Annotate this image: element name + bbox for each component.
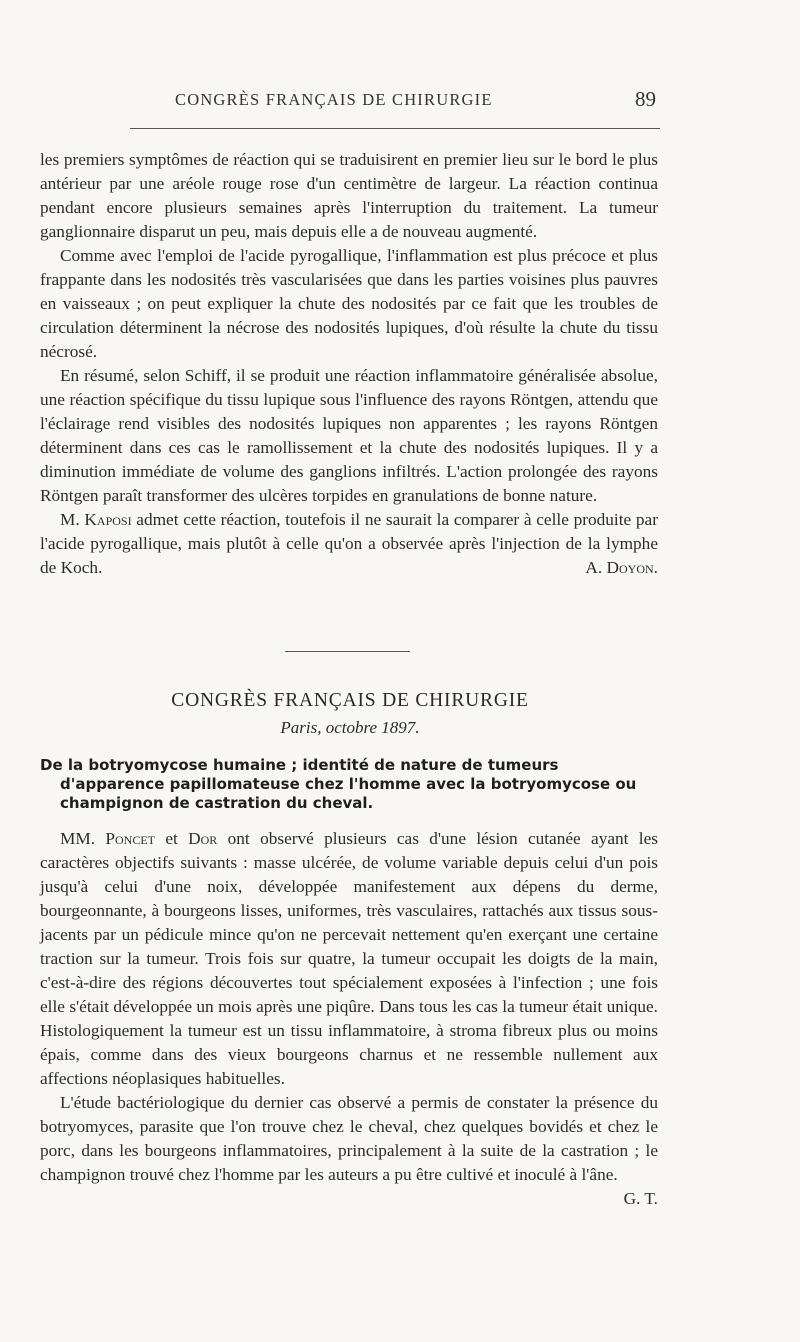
article-body — [40, 827, 658, 1211]
paragraph-text: L'étude bactériologique du dernier cas observé a permis de constater la présence du botryomyces, parasite que l'on trouve chez le cheval, chez quelques bovidés et chez le porc, dans les bourgeons inflammatoires, principalement à la suite de la castration ; le champignon trouvé chez l'homme par les auteurs a pu être cultivé et inoculé à l'âne. — [40, 1093, 658, 1184]
section-subtitle: Paris, octobre 1897. — [280, 718, 420, 737]
section-separator — [285, 651, 410, 652]
paragraph: les premiers symptômes de réaction qui se traduisirent en premier lieu sur le bord le plus antérieur par une aréole rouge rose d'un centimètre de largeur. La réaction continua pendant encore plusieurs semaines après l'interruption du traitement. La tumeur ganglionnaire disparut un peu, mais depuis elle a de nouveau augmenté. — [40, 150, 658, 241]
section-title: CONGRÈS FRANÇAIS DE CHIRURGIE — [171, 690, 529, 711]
previous-article-body — [40, 148, 658, 580]
paragraph — [40, 827, 658, 1091]
conjunction: et — [155, 829, 189, 848]
article-heading: De la botryomycose humaine ; identité de nature de tumeurs d'apparence papillomateuse chez l'homme avec la botryomycose ou champignon de castration du cheval. — [40, 756, 637, 812]
paragraph-text: ont observé plusieurs cas d'une lésion cutanée ayant les caractères objectifs suivants : masse ulcérée, de volume variable depuis celui d'un pois jusqu'à celui d'une noix, développée manifestement aux dépens du derme, bourgeonnante, à bourgeons lisses, uniformes, très vasculaires, rattachés aux tissus sous-jacents par un pédicule mince qu'on ne percevait nettement qu'en exerçant une certaine traction sur la tumeur. Trois fois sur quatre, la tumeur occupait les doigts de la main, c'est-à-dire des régions découvertes tout spécialement exposées à l'infection ; une fois elle s'était développée un mois après une piqûre. Dans tous les cas la tumeur était unique. Histologiquement la tumeur est un tissu inflammatoire, à stroma fibreux plus ou moins épais, comme dans des vieux bourgeons charnus et ne ressemble nullement aux affections néoplasiques habituelles. — [40, 829, 658, 1088]
header-rule — [130, 128, 660, 129]
paragraph-prefix: M. — [60, 510, 85, 529]
page-number: 89 — [635, 87, 656, 111]
paragraph-prefix: MM. — [60, 829, 106, 848]
paragraph: Comme avec l'emploi de l'acide pyrogallique, l'inflammation est plus précoce et plus frappante dans les nodosités très vascularisées que dans les parties voisines plus pauvres en vaisseaux ; on peut expliquer la chute des nodosités par ce fait que les troubles de circulation déterminent la nécrose des nodosités lupiques, d'où résulte la chute du tissu nécrosé. — [40, 246, 658, 361]
author-signature: A. Doyon. — [585, 558, 658, 577]
paragraph — [40, 508, 658, 580]
author-name: Dor — [188, 829, 218, 848]
author-name: Kaposi — [84, 510, 132, 529]
author-signature: G. T. — [623, 1189, 658, 1208]
paragraph-text: admet cette réaction, toutefois il ne saurait la comparer à celle produite par l'acide pyrogallique, mais plutôt à celle qu'on a observée après l'injection de la lymphe de Koch. — [40, 510, 658, 577]
author-name: Poncet — [105, 829, 155, 848]
paragraph: En résumé, selon Schiff, il se produit une réaction inflammatoire généralisée absolue, une réaction spécifique du tissu lupique sous l'influence des rayons Röntgen, attendu que l'éclairage rend visibles des nodosités lupiques non apparentes ; les rayons Röntgen déterminent dans ces cas le ramollissement et la chute des nodosités lupiques. Il y a diminution immédiate de volume des ganglions infiltrés. L'action prolongée des rayons Röntgen paraît transformer des ulcères torpides en granulations de bonne nature. — [40, 366, 658, 505]
running-header — [0, 87, 800, 114]
paragraph — [40, 1091, 658, 1208]
running-title: CONGRÈS FRANÇAIS DE CHIRURGIE — [175, 90, 493, 109]
